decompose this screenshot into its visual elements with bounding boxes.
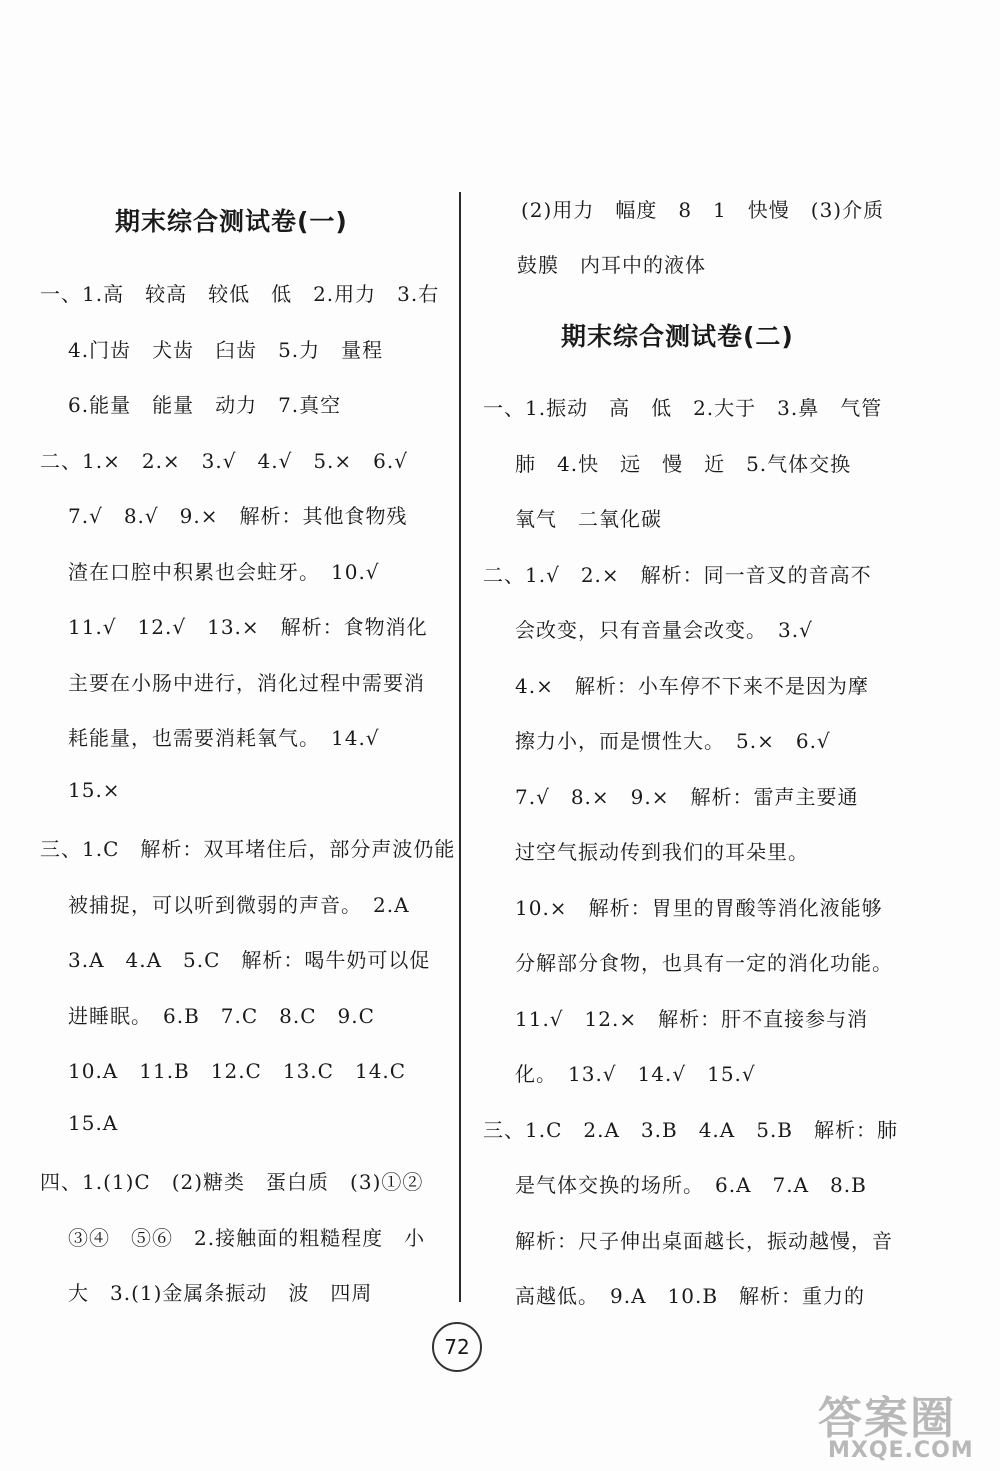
answer-line: 渣在口腔中积累也会蛀牙。 10.√ xyxy=(68,559,380,584)
answer-line: 主要在小肠中进行，消化过程中需要消 xyxy=(68,670,425,695)
answer-line: 会改变，只有音量会改变。 3.√ xyxy=(515,618,813,642)
answer-line: 化。 13.√ 14.√ 15.√ xyxy=(515,1062,756,1086)
exam-title-1: 期末综合测试卷(一) xyxy=(115,207,348,236)
answer-line: ③④ ⑤⑥ 2.接触面的粗糙程度 小 xyxy=(68,1225,426,1250)
answer-line: 7.√ 8.√ 9.× 解析：其他食物残 xyxy=(68,504,408,528)
watermark-site-text: MXQE.COM xyxy=(828,1438,974,1463)
answer-line: 二、1.× 2.× 3.√ 4.√ 5.× 6.√ xyxy=(40,448,408,473)
answer-line: 大 3.(1)金属条振动 波 四周 xyxy=(68,1281,373,1305)
answer-line: 三、1.C 解析：双耳堵住后，部分声波仍能 xyxy=(40,837,456,861)
answer-line: 三、1.C 2.A 3.B 4.A 5.B 解析：肺 xyxy=(483,1117,898,1142)
answer-line: 11.√ 12.√ 13.× 解析：食物消化 xyxy=(68,615,428,639)
answer-line: (2)用力 幅度 8 1 快慢 (3)介质 xyxy=(521,198,885,222)
answer-line: 7.√ 8.× 9.× 解析：雷声主要通 xyxy=(515,784,859,809)
answer-line: 耗能量，也需要消耗氧气。 14.√ xyxy=(68,726,380,750)
answer-line: 15.A xyxy=(68,1110,119,1135)
answer-line: 过空气振动传到我们的耳朵里。 xyxy=(515,840,809,864)
answer-line: 四、1.(1)C (2)糖类 蛋白质 (3)①② xyxy=(40,1170,424,1194)
answer-line: 氧气 二氧化碳 xyxy=(515,507,662,531)
answer-line: 15.× xyxy=(68,777,121,802)
answer-line: 分解部分食物，也具有一定的消化功能。 xyxy=(515,951,893,975)
answer-line: 4.× 解析：小车停不下来不是因为摩 xyxy=(515,673,869,698)
answer-line: 擦力小，而是惯性大。 5.× 6.√ xyxy=(515,729,831,753)
answer-line: 6.能量 能量 动力 7.真空 xyxy=(68,393,342,417)
answer-line: 二、1.√ 2.× 解析：同一音叉的音高不 xyxy=(483,562,872,587)
answer-line: 鼓膜 内耳中的液体 xyxy=(517,253,706,277)
answer-line: 解析：尺子伸出桌面越长，振动越慢，音 xyxy=(515,1228,893,1253)
answer-line: 进睡眠。 6.B 7.C 8.C 9.C xyxy=(68,1003,375,1028)
answer-line: 被捕捉，可以听到微弱的声音。 2.A xyxy=(68,892,410,917)
answer-line: 4.门齿 犬齿 臼齿 5.力 量程 xyxy=(68,337,384,362)
answer-line: 肺 4.快 远 慢 近 5.气体交换 xyxy=(515,451,852,476)
exam-title-2: 期末综合测试卷(二) xyxy=(561,322,794,351)
answer-line: 10.× 解析：胃里的胃酸等消化液能够 xyxy=(515,895,883,920)
column-divider xyxy=(459,192,461,1302)
page-number: 72 xyxy=(432,1322,482,1372)
answer-line: 3.A 4.A 5.C 解析：喝牛奶可以促 xyxy=(68,948,431,972)
answer-line: 11.√ 12.× 解析：肝不直接参与消 xyxy=(515,1006,869,1031)
answer-line: 是气体交换的场所。 6.A 7.A 8.B xyxy=(515,1173,867,1197)
watermark-main-text: 答案圈 xyxy=(818,1393,956,1444)
answer-line: 一、1.振动 高 低 2.大于 3.鼻 气管 xyxy=(483,396,883,420)
watermark-logo xyxy=(818,1382,978,1466)
answer-line: 10.A 11.B 12.C 13.C 14.C xyxy=(68,1059,407,1083)
answer-line: 高越低。 9.A 10.B 解析：重力的 xyxy=(515,1284,866,1308)
answer-line: 一、1.高 较高 较低 低 2.用力 3.右 xyxy=(40,282,440,306)
